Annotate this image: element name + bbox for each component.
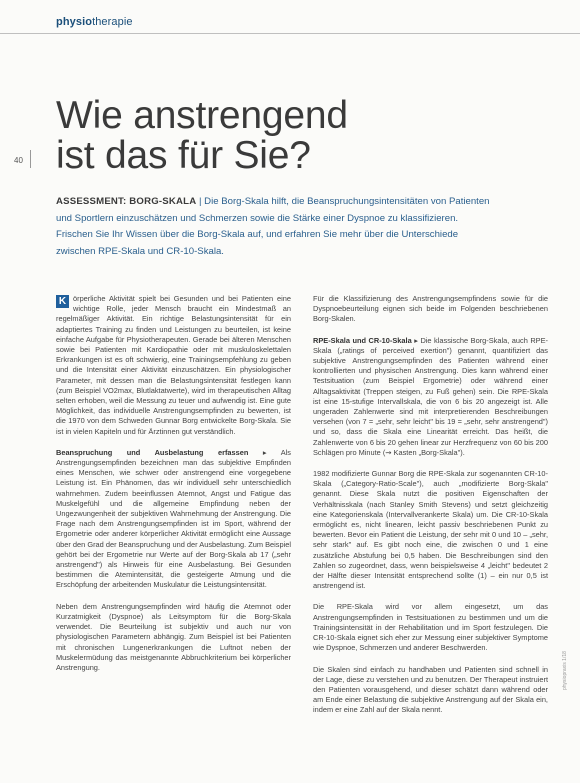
lead-paragraph [56,194,496,260]
subheading-rpe-cr10: RPE-Skala und CR-10-Skala [313,335,412,345]
rpe-text: ▸ Die klassische Borg-Skala, auch RPE-Skala („ratings of perceived exertion") genannt, quantifiziert das subjektive Anstrengungsempfinden des Patienten während einer kontrollierten und physischen Anstrengung. Dies kann während einer Testsituation (zum Beispiel Ergometrie) oder während einer Alltagsaktivität (Treppen steigen, zu Fuß gehen) sein. Die RPE-Skala ist eine 15-stufige Intervallskala, die von 6 bis 20 angezeigt ist. Alle ungeraden Zahlenwerte sind mit interpretierenden Beschreibungen versehen (von 7 = „sehr, sehr leicht" bis 19 = „sehr, sehr anstrengend") und so, dass die Skala eine Linearität erreicht. Das heißt, die Zahlenwerte von 6 bis 20 gehen linear zur Herzfrequenz von 60 bis 200 Schlägen pro Minute (⇝ Kasten „Borg-Skala"). [313,335,548,457]
lead-separator: | [199,196,202,207]
cr10-paragraph: 1982 modifizierte Gunnar Borg die RPE-Skala zur sogenannten CR-10-Skala („Category-Ratio-Scale"), auch „modifizierte Borg-Skala" genannt. Diese Skala nutzt die positiven Eigenschaften der Verhältnisskala (nach Stanley Smith Stevens) und setzt gleichzeitig eine Kategorienskala (Intervallverankerte Skala) um. Die CR-10-Skala ermöglicht es, nicht linearen, leicht passiv beschriebenen Punkt zu bewerten. Bevor ein Patient die Leistung, der sehr mit 0 und 10 – „sehr, sehr stark" auf. Es gibt noch eine, die zwischen 0 und 1 eine zusätzliche Abstufung bei 0,5 haben. Die Beschreibungen sind den Zahlen so zugeordnet, dass, wenn beispielsweise 4 „leicht" bedeutet 2 der Hälfte dieser Intensität entsprechend sollte (1) – ein nur 0,5 ist anstrengend ist. [313,469,548,591]
usage-paragraph: Die RPE-Skala wird vor allem eingesetzt, um das Anstrengungsempfinden in Testsituationen zu bestimmen und um die Trainingsintensität in der Rehabilitation und im Sport festzulegen. Die CR-10-Skala eignet sich eher zur Messung einer subjektiver Symptome wie Dyspnoe, Schmerzen und anderer Beschwerden. [313,602,548,653]
margin-mark [30,150,31,168]
lead-tag: ASSESSMENT: BORG-SKALA [56,196,197,207]
title-line-1: Wie anstrengend [56,94,348,137]
drop-cap: K [56,295,69,308]
section-header [56,16,133,28]
left-column [56,294,291,684]
classification-paragraph: Für die Klassifizierung des Anstrengungsempfindens sowie für die Dyspnoebeurteilung eignen sich beide im Folgenden beschriebenen Borg-Skalen. [313,294,548,324]
intro-paragraph [56,294,291,437]
beanspruchung-paragraph [56,448,291,591]
right-column [313,294,548,727]
title-line-2: ist das für Sie? [56,134,311,177]
rpe-paragraph [313,336,548,458]
beanspruchung-text: ▸ Als Anstrengungsempfinden bezeichnen man das subjektive Empfinden eines Menschen, wie schwer oder anstrengend eine vorgegebene Leistung ist. Ein Phänomen, das wir individuell sehr unterschiedlich wahrnehmen. Zudem beeinflussen Atemnot, Angst und Fatigue das Muskelgefühl und die allgemeine Empfindung neben der Ungezwungenheit der subjektiven Wahrnehmung der Anstrengung. Die Frage nach dem Anstrengungsempfinden ist im Sport, während der Ergometrie oder anderer körperlicher Aktivität ermöglicht eine Aussage über den Grad der Beanspruchung und der Ausbelastung. Zum Beispiel gehört bei der Ergometrie nur Werte auf der Borg-Skala ab 17 („sehr anstrengend") als Hinweis für eine Ausbelastung. Bei Gesunden bestimmen die Atemintensität, die gesteigerte Atmung und die Erschöpfung der arbeitenden Muskulatur die Leistungsintensität. [56,447,291,590]
handling-paragraph: Die Skalen sind einfach zu handhaben und Patienten sind schnell in der Lage, diese zu verstehen und zu benutzen. Der Therapeut instruiert den Patienten vorausgehend, und dieser schätzt dann während oder am Ende einer Belastung die subjektive Anstrengung auf der Skala ein, indem er eine Zahl auf der Skala nennt. [313,664,548,715]
side-credit: physiopraxis 1/18 [562,651,568,690]
section-name-bold: physio [56,16,93,28]
lead-text: Die Borg-Skala hilft, die Beanspruchungsintensitäten von Patienten und Sportlern einzuschätzen und Schmerzen sowie die Stärke einer Dyspnoe zu klassifizieren. Frischen Sie Ihr Wissen über die Borg-Skala auf, und erfahren Sie mehr über die Unterschiede zwischen RPE-Skala und CR-10-Skala. [56,196,490,257]
page-number: 40 [14,156,23,165]
intro-text: örperliche Aktivität spielt bei Gesunden und bei Patienten eine wichtige Rolle, jeder Mensch braucht ein Mindestmaß an regelmäßiger Aktivität. Ein richtige Belastungsintensität für ein adaptiertes Training zu finden und Leistungen zu beurteilen, ist keine einfache Aufgabe für Physiotherapeuten. Gerade bei älteren Menschen sowie bei Patienten mit Kardiopathie oder mit muskuloskelettalen Erkrankungen ist es oft schwierig, eine Trainingsempfehlung zu geben und die Intensität einer Aktivität einzuschätzen. Ein physiologischer Parameter, mit dessen man die Belastungsintensität festlegen kann (zum Beispiel VO2max, Blutlaktatwerte), wird im therapeutischen Alltag selten erhoben, weil die Messung zu teuer und aufwendig ist. Eine gute Möglichkeit, das individuelle Anstrengungsempfinden zu bewerten, ist die 1970 von dem Schweden Gunnar Borg entwickelte Borg-Skala. Sie ist in vielen Kapiteln und für Ärztinnen gut verständlich. [56,294,291,436]
dyspnoe-paragraph: Neben dem Anstrengungsempfinden wird häufig die Atemnot oder Kurzatmigkeit (Dyspnoe) als Leitsymptom für die Borg-Skala verwendet. Die Beurteilung ist subjektiv und auch nur von physiologischen Parametern abhängig. Zum Beispiel ist bei Patienten mit chronischen Lungenerkrankungen die Luftnot neben der Muskelermüdung das meistgenannte Abbruchkriterium bei körperlicher Anstrengung. [56,601,291,672]
header-rule [0,33,580,34]
subheading-beanspruchung: Beanspruchung und Ausbelastung erfassen [56,447,249,457]
article-title [56,96,348,176]
section-name-light: therapie [92,16,133,28]
